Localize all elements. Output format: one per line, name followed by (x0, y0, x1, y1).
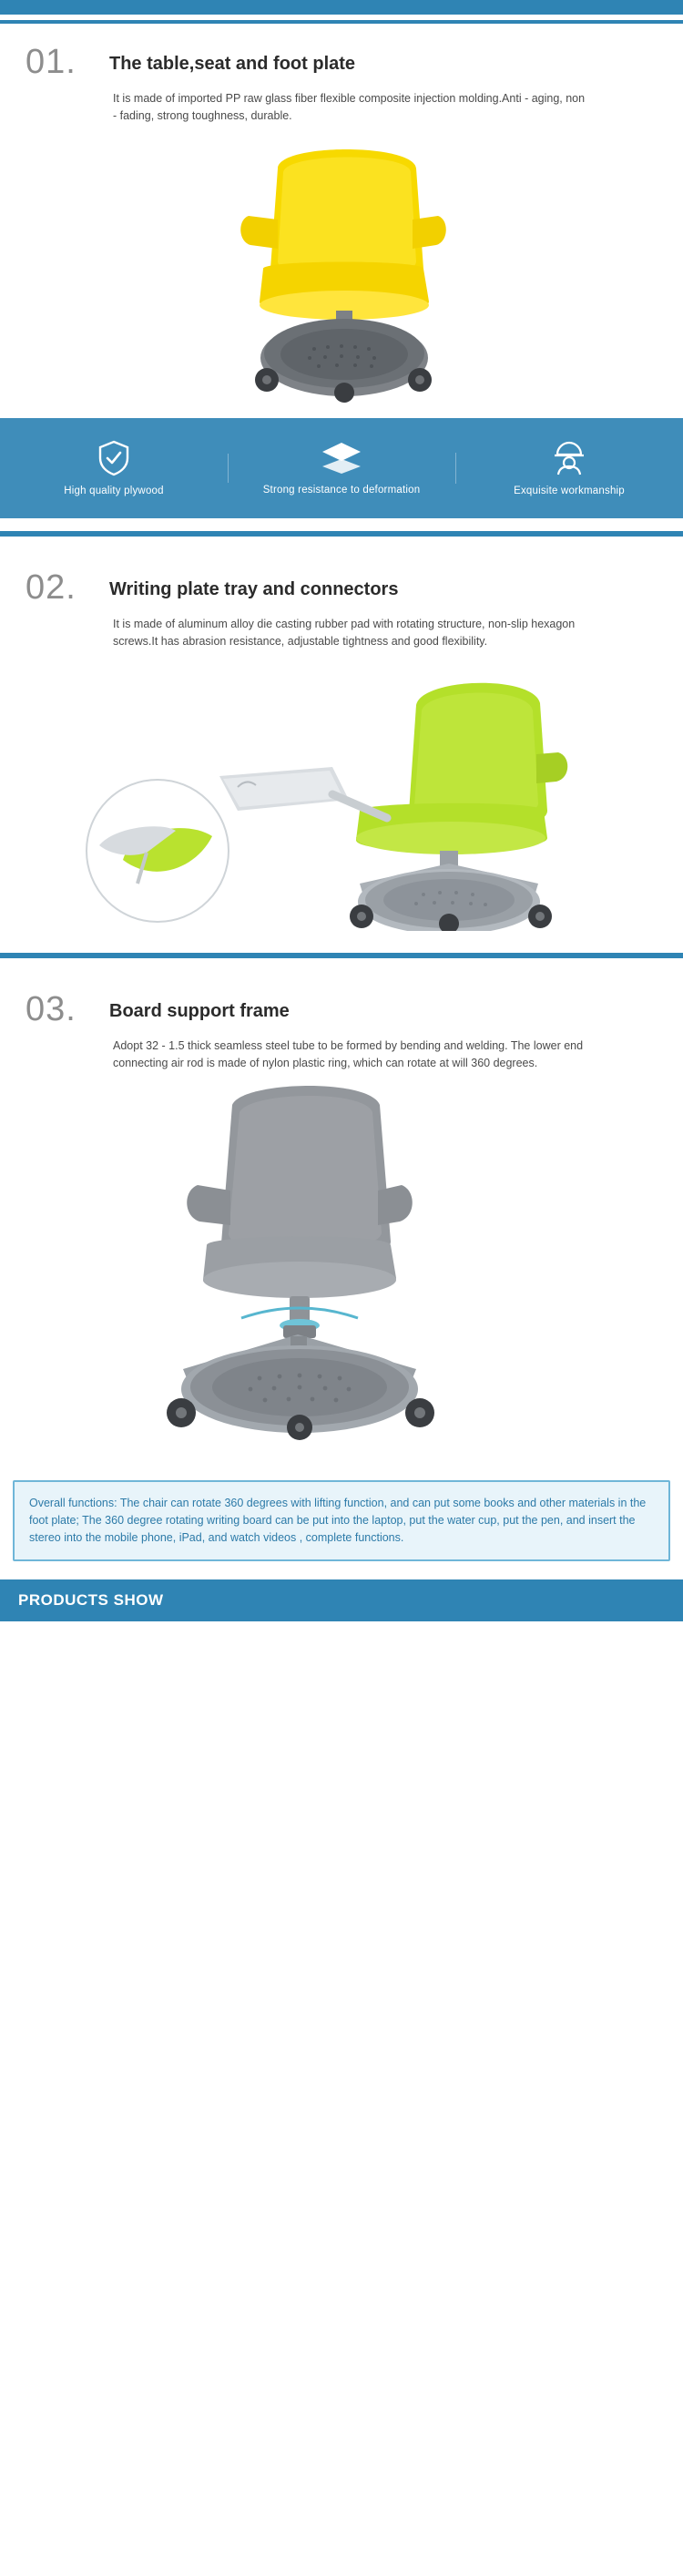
section-01 (0, 24, 683, 518)
grey-chair-illustration (96, 1078, 587, 1460)
section-02 (0, 549, 683, 940)
divider-gap-1 (0, 537, 683, 549)
section-03-header (25, 991, 658, 1030)
overall-functions-box (13, 1480, 670, 1561)
feature-label-0: High quality plywood (64, 486, 164, 496)
green-chair-illustration (59, 658, 624, 931)
section-02-description: It is made of aluminum alloy die casting rubber pad with rotating structure, non-slip hexagon screws.It has abrasion resistance, adjustable tightness and good flexibility. (113, 618, 576, 648)
overall-functions-text: Overall functions: The chair can rotate 360 degrees with lifting function, and can put some books and other materials in the foot plate; The 360 degree rotating writing board can be put into the laptop, put the water cup, put the pen, and insert the stereo into the mobile phone, iPad, and watch videos , complete functions. (29, 1497, 647, 1544)
section-02-image (0, 650, 683, 940)
footer-bottom-strip (0, 1621, 683, 1634)
section-03-title: Board support frame (109, 1001, 290, 1021)
section-02-number: 02. (25, 568, 76, 607)
section-01-header (25, 44, 658, 83)
section-03 (0, 971, 683, 1464)
feature-item-2 (455, 440, 683, 496)
products-show-band (0, 1579, 683, 1621)
section-02-title: Writing plate tray and connectors (109, 579, 399, 599)
section-01-number: 01. (25, 43, 76, 81)
feature-item-1 (228, 441, 455, 496)
feature-band (0, 418, 683, 518)
section-03-description: Adopt 32 - 1.5 thick seamless steel tube to be formed by bending and welding. The lower end connecting air rod is made of nylon plastic ring, which can rotate at will 360 degrees. (113, 1039, 584, 1069)
feature-item-0 (0, 440, 228, 496)
section-01-image (0, 125, 683, 409)
worker-icon (552, 440, 586, 476)
section-01-description: It is made of imported PP raw glass fiber flexible composite injection molding.Anti - aging, non - fading, strong toughness, durable. (113, 92, 586, 122)
layers-icon (321, 441, 362, 475)
section-01-title: The table,seat and foot plate (109, 54, 356, 74)
feature-label-1: Strong resistance to deformation (262, 485, 421, 496)
divider-gap-2 (0, 958, 683, 971)
yellow-chair-illustration (150, 132, 533, 405)
shield-icon (98, 440, 129, 476)
section-03-image (0, 1072, 683, 1464)
products-show-label: PRODUCTS SHOW (18, 1591, 164, 1609)
top-blue-bar (0, 0, 683, 15)
section-03-number: 03. (25, 990, 76, 1028)
section-02-header (25, 569, 658, 608)
feature-label-2: Exquisite workmanship (514, 486, 625, 496)
